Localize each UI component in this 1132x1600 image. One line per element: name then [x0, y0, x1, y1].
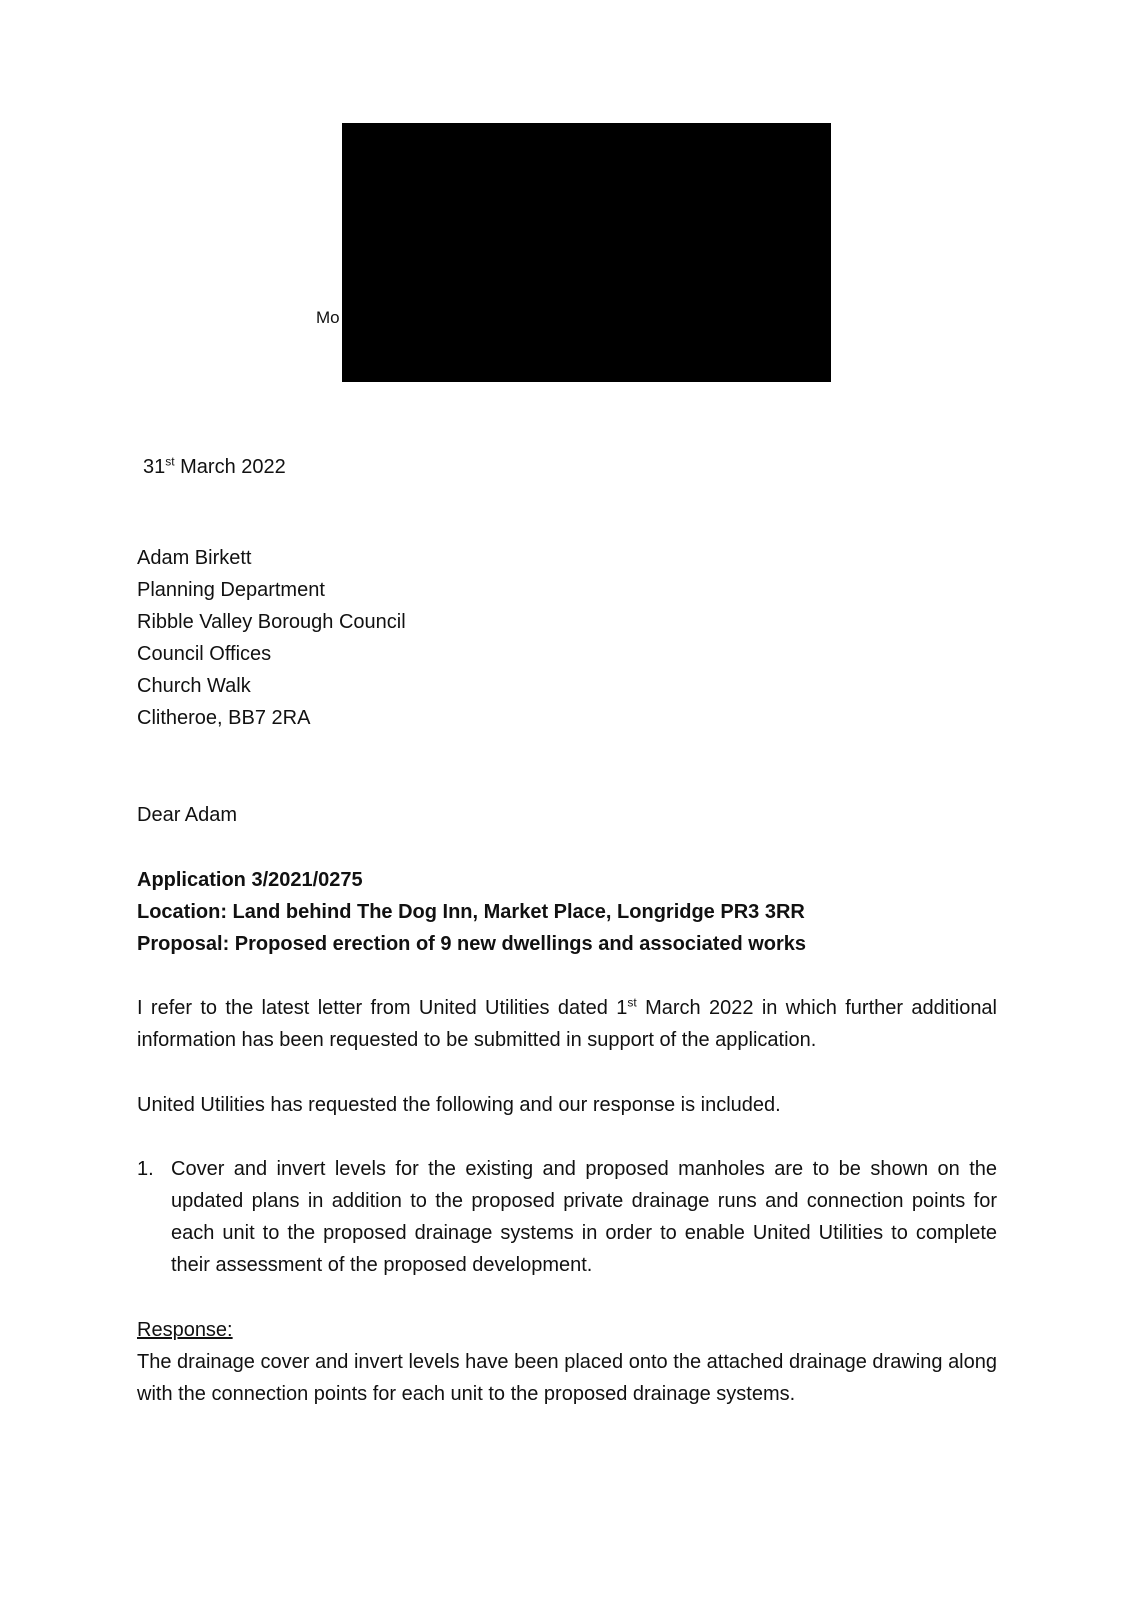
address-line-offices: Council Offices: [137, 643, 272, 665]
redaction-block: [342, 123, 831, 382]
intro-date-suffix: st: [627, 995, 637, 1010]
intro-text-end: March 2022 in which further additional information has been requested to be submitted in support of the application.: [137, 997, 998, 1051]
address-line-town-postcode: Clitheroe, BB7 2RA: [137, 707, 311, 729]
address-line-street: Church Walk: [137, 675, 251, 697]
letter-date: [143, 451, 543, 483]
header-text-fragment: Mo: [316, 308, 340, 327]
response-text: The drainage cover and invert levels have been placed onto the attached drainage drawing along with the connection points for each unit to the proposed drainage systems.: [137, 1351, 997, 1405]
address-line-council: Ribble Valley Borough Council: [137, 611, 406, 633]
requests-paragraph: United Utilities has requested the following and our response is included.: [137, 1094, 781, 1116]
request-item-text: Cover and invert levels for the existing and proposed manholes are to be shown on the updated plans in addition to the proposed private drainage runs and connection points for each unit to the proposed drainage systems in order to enable United Utilities to complete their assessment of the proposed development.: [171, 1158, 997, 1276]
application-heading: Application 3/2021/0275: [137, 869, 363, 891]
address-line-department: Planning Department: [137, 579, 325, 601]
recipient-address: [137, 542, 637, 734]
proposal-heading: Proposal: Proposed erection of 9 new dwellings and associated works: [137, 933, 807, 955]
intro-paragraph: [137, 992, 997, 1056]
date-day: 31: [143, 456, 166, 478]
location-heading: Location: Land behind The Dog Inn, Market Place, Longridge PR3 3RR: [137, 901, 805, 923]
response-label: Response:: [137, 1319, 233, 1341]
address-line-name: Adam Birkett: [137, 547, 252, 569]
salutation: Dear Adam: [137, 804, 238, 826]
subject-headings: [137, 864, 997, 960]
date-suffix: st: [165, 454, 175, 469]
request-item-number: 1.: [137, 1158, 154, 1180]
date-month-year: March 2022: [174, 456, 286, 478]
intro-text-start: I refer to the latest letter from United Utilities dated 1: [137, 997, 628, 1019]
